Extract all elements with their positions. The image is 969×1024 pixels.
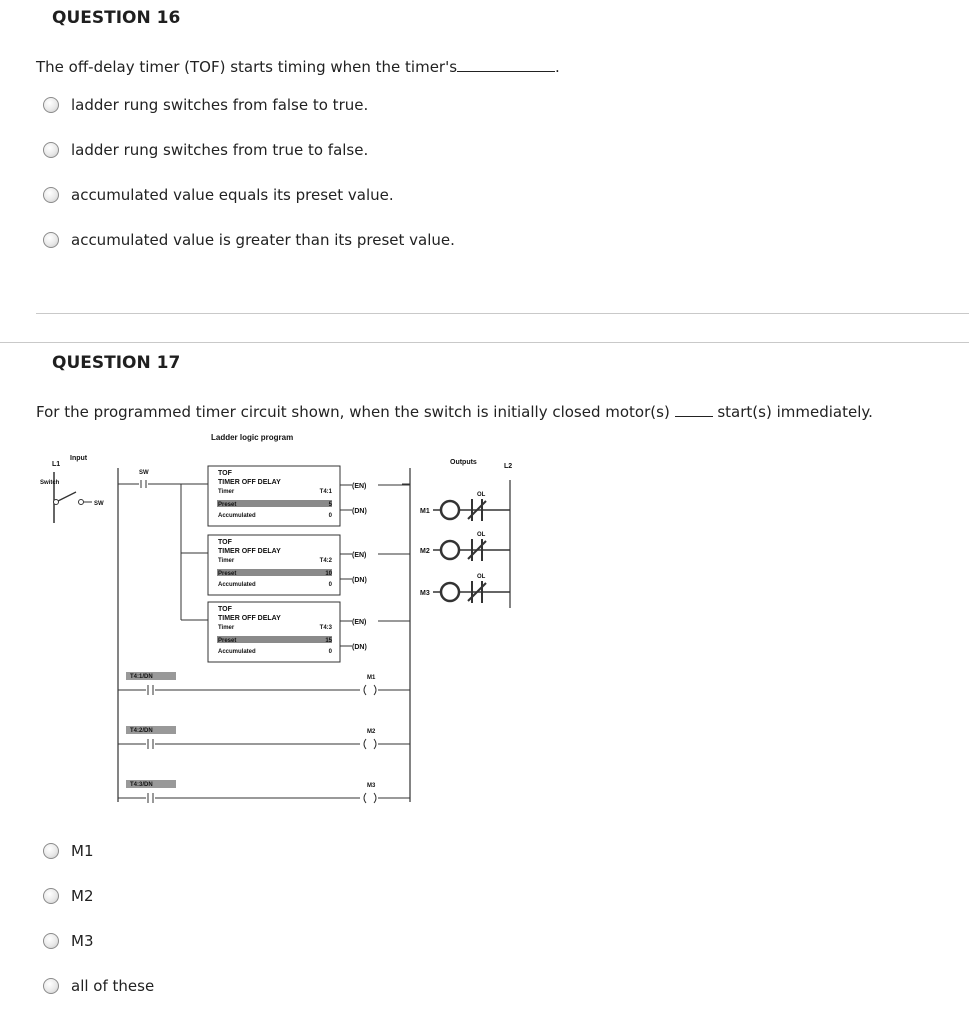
input-sw-label: SW (94, 501, 104, 507)
accumulated-label: Accumulated (218, 513, 256, 519)
q16-option-1[interactable] (43, 94, 368, 116)
q16-option-1-label[interactable]: ladder rung switches from false to true. (71, 96, 369, 114)
radio-button[interactable] (43, 888, 59, 904)
en-coil: (EN) (352, 483, 367, 490)
answer-blank (457, 70, 555, 72)
motor-label: M1 (420, 508, 430, 515)
timer-name: TIMER OFF DELAY (218, 479, 281, 486)
accumulated-label: Accumulated (218, 649, 256, 655)
q17-option-2-label[interactable]: M2 (71, 887, 94, 905)
timer-block-1 (208, 466, 410, 526)
timer-blocks (208, 466, 410, 662)
q17-option-3-label[interactable]: M3 (71, 932, 94, 950)
q16-option-2-label[interactable]: ladder rung switches from true to false. (71, 141, 369, 159)
output-coil-label: M2 (367, 729, 376, 735)
output-coil (364, 739, 366, 749)
question-17-prompt-end: start(s) immediately. (717, 403, 873, 421)
radio-button[interactable] (43, 187, 59, 203)
input-switch (40, 472, 104, 523)
output-coil (374, 685, 376, 695)
question-16-prompt-end: . (555, 58, 560, 76)
question-16-title: QUESTION 16 (52, 8, 181, 28)
accumulated-value: 0 (328, 513, 332, 519)
divider (0, 342, 969, 343)
q16-option-2[interactable] (43, 139, 368, 161)
contact-rung-3 (118, 780, 410, 803)
overload-label: OL (477, 492, 486, 498)
switch-label: Switch (40, 480, 60, 486)
dn-coil: (DN) (352, 508, 367, 515)
radio-button[interactable] (43, 142, 59, 158)
preset-label: Preset (218, 638, 237, 644)
contact-rung-2 (118, 726, 410, 749)
motor-2-output (420, 532, 510, 561)
motor-label: M2 (420, 548, 430, 555)
outputs-label: Outputs (450, 459, 477, 466)
motor-outputs (420, 492, 510, 603)
sw-contact-label: SW (139, 470, 149, 476)
dn-coil: (DN) (352, 644, 367, 651)
output-coil (364, 685, 366, 695)
motor-label: M3 (420, 590, 430, 597)
preset-value: 10 (325, 571, 332, 577)
divider (36, 313, 969, 314)
timer-label: Timer (218, 625, 235, 631)
output-coil-label: M1 (367, 675, 376, 681)
q16-option-3[interactable] (43, 184, 394, 206)
output-coil (374, 793, 376, 803)
overload-label: OL (477, 574, 486, 580)
output-coil (364, 793, 366, 803)
contact-label: T4:2/DN (130, 728, 153, 734)
timer-label: Timer (218, 489, 235, 495)
q16-option-3-label[interactable]: accumulated value equals its preset value. (71, 186, 394, 204)
overload-label: OL (477, 532, 486, 538)
contact-label: T4:3/DN (130, 782, 153, 788)
motor-1-output (420, 492, 510, 521)
motor-coil (441, 541, 459, 559)
accumulated-value: 0 (328, 582, 332, 588)
q16-option-4-label[interactable]: accumulated value is greater than its preset value. (71, 231, 455, 249)
q17-option-4[interactable] (43, 975, 154, 997)
l1-label: L1 (52, 461, 61, 468)
motor-coil (441, 501, 459, 519)
timer-block-2 (208, 535, 410, 595)
timer-type: TOF (218, 470, 232, 477)
radio-button[interactable] (43, 232, 59, 248)
ladder-logic-diagram (36, 428, 526, 813)
q16-option-4[interactable] (43, 229, 455, 251)
accumulated-label: Accumulated (218, 582, 256, 588)
motor-3-output (420, 574, 510, 603)
radio-button[interactable] (43, 97, 59, 113)
question-17-title: QUESTION 17 (52, 353, 181, 373)
accumulated-value: 0 (328, 649, 332, 655)
preset-value: 5 (328, 502, 332, 508)
diagram-heading: Ladder logic program (211, 433, 294, 442)
en-coil: (EN) (352, 552, 367, 559)
preset-label: Preset (218, 502, 237, 508)
answer-blank (675, 415, 713, 417)
contact-rungs (118, 672, 410, 803)
question-17-prompt (36, 403, 873, 421)
timer-name: TIMER OFF DELAY (218, 548, 281, 555)
radio-button[interactable] (43, 933, 59, 949)
q17-option-2[interactable] (43, 885, 94, 907)
question-16-prompt-text: The off-delay timer (TOF) starts timing when the timer's (36, 58, 458, 76)
en-coil: (EN) (352, 619, 367, 626)
question-16-prompt (36, 58, 560, 76)
q17-option-3[interactable] (43, 930, 94, 952)
radio-button[interactable] (43, 843, 59, 859)
question-17-prompt-text: For the programmed timer circuit shown, when the switch is initially closed motor(s) (36, 403, 670, 421)
timer-name: TIMER OFF DELAY (218, 615, 281, 622)
timer-block-3 (208, 602, 410, 662)
q17-option-1-label[interactable]: M1 (71, 842, 94, 860)
dn-coil: (DN) (352, 577, 367, 584)
timer-address: T4:1 (319, 489, 332, 495)
input-label: Input (70, 455, 88, 462)
contact-rung-1 (118, 672, 410, 695)
sw-contact (118, 480, 208, 488)
q17-option-1[interactable] (43, 840, 94, 862)
timer-label: Timer (218, 558, 235, 564)
l2-label: L2 (504, 463, 513, 470)
preset-label: Preset (218, 571, 237, 577)
timer-type: TOF (218, 539, 232, 546)
timer-address: T4:3 (319, 625, 332, 631)
preset-value: 15 (325, 638, 332, 644)
output-coil (374, 739, 376, 749)
q17-option-4-label[interactable]: all of these (71, 977, 155, 995)
output-coil-label: M3 (367, 783, 376, 789)
motor-coil (441, 583, 459, 601)
timer-address: T4:2 (319, 558, 332, 564)
radio-button[interactable] (43, 978, 59, 994)
timer-type: TOF (218, 606, 232, 613)
contact-label: T4:1/DN (130, 674, 153, 680)
